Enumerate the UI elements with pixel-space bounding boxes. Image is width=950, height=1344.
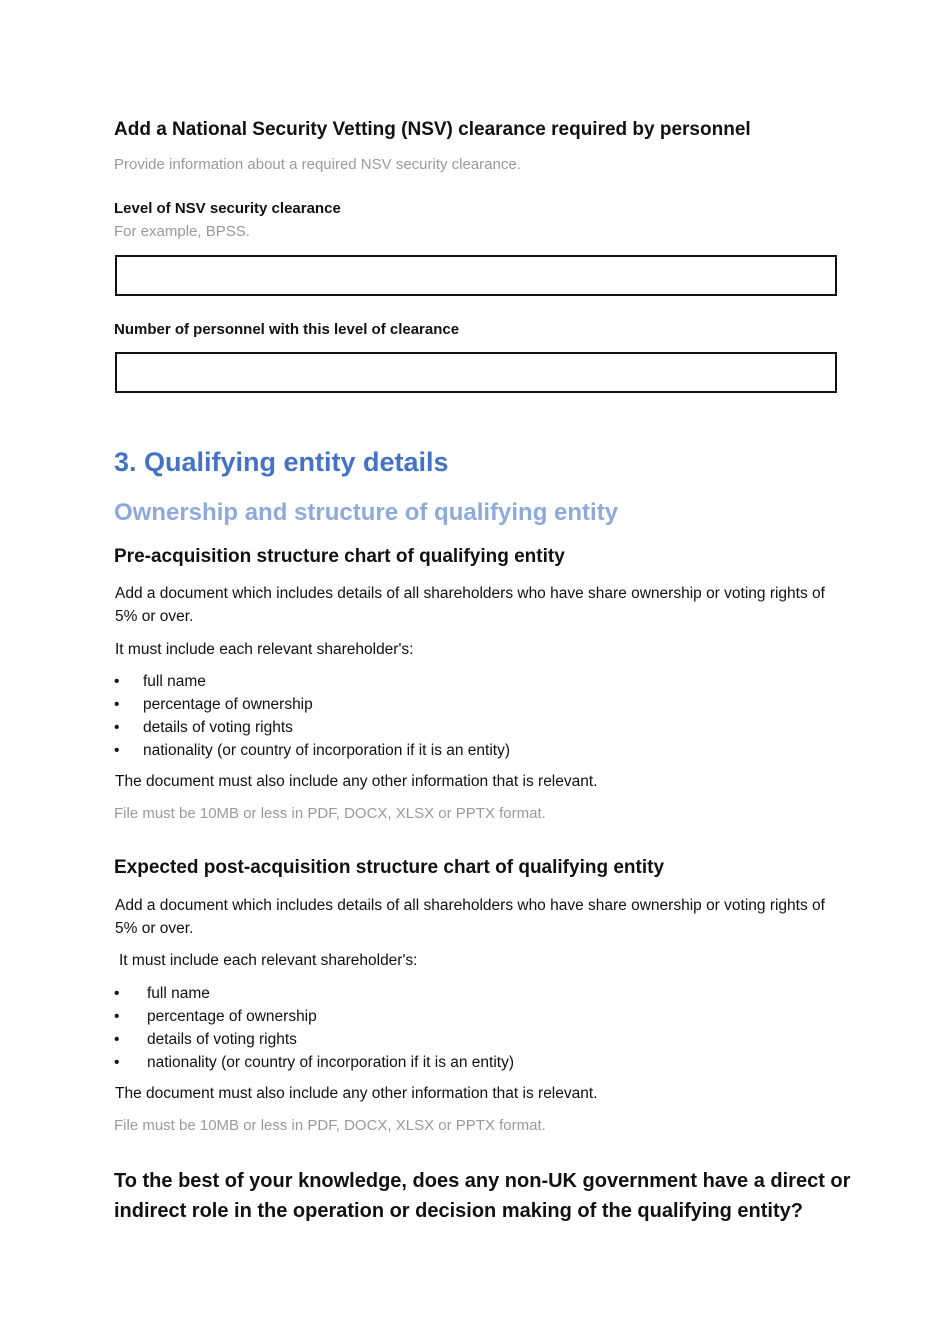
list-item: • full name [114, 670, 510, 693]
nsv-hint: Provide information about a required NSV security clearance. [114, 156, 521, 173]
nsv-heading: Add a National Security Vetting (NSV) clearance required by personnel [114, 119, 751, 140]
list-item: • details of voting rights [114, 1028, 514, 1051]
post-intro: Add a document which includes details of all shareholders who have share ownership or voting rights of 5% or over. [115, 897, 825, 937]
bullet-icon: • [114, 696, 120, 713]
post-file-hint: File must be 10MB or less in PDF, DOCX, XLSX or PPTX format. [114, 1117, 546, 1134]
level-hint: For example, BPSS. [114, 223, 250, 240]
pre-heading: Pre-acquisition structure chart of qualifying entity [114, 546, 565, 567]
post-also: The document must also include any other information that is relevant. [115, 1085, 598, 1102]
level-input[interactable] [115, 255, 837, 296]
count-label: Number of personnel with this level of clearance [114, 321, 460, 338]
count-input[interactable] [115, 352, 837, 393]
list-item: • nationality (or country of incorporation if it is an entity) [114, 739, 510, 762]
section-title: 3. Qualifying entity details [114, 447, 449, 477]
pre-also: The document must also include any other information that is relevant. [115, 773, 598, 790]
pre-file-hint: File must be 10MB or less in PDF, DOCX, XLSX or PPTX format. [114, 805, 546, 822]
pre-intro: Add a document which includes details of all shareholders who have share ownership or voting rights of 5% or over. [115, 585, 825, 625]
list-item: • percentage of ownership [114, 693, 510, 716]
bullet-icon: • [114, 673, 120, 690]
government-question: To the best of your knowledge, does any non-UK government have a direct or indirect role in the operation or decision making of the qualifying entity? [114, 1170, 851, 1222]
bullet-icon: • [114, 985, 120, 1002]
post-heading: Expected post-acquisition structure chart of qualifying entity [114, 857, 665, 878]
list-item: • nationality (or country of incorporation if it is an entity) [114, 1051, 514, 1074]
post-bullet-list [114, 982, 514, 1074]
pre-bullet-list [114, 670, 510, 762]
bullet-icon: • [114, 1008, 120, 1025]
post-must-include: It must include each relevant shareholder's: [119, 952, 418, 969]
list-item: • percentage of ownership [114, 1005, 514, 1028]
section-subtitle: Ownership and structure of qualifying entity [114, 499, 619, 526]
bullet-icon: • [114, 1031, 120, 1048]
bullet-icon: • [114, 742, 120, 759]
pre-must-include: It must include each relevant shareholder's: [115, 641, 414, 658]
bullet-icon: • [114, 719, 120, 736]
bullet-icon: • [114, 1054, 120, 1071]
level-label: Level of NSV security clearance [114, 200, 341, 217]
list-item: • details of voting rights [114, 716, 510, 739]
list-item: • full name [114, 982, 514, 1005]
